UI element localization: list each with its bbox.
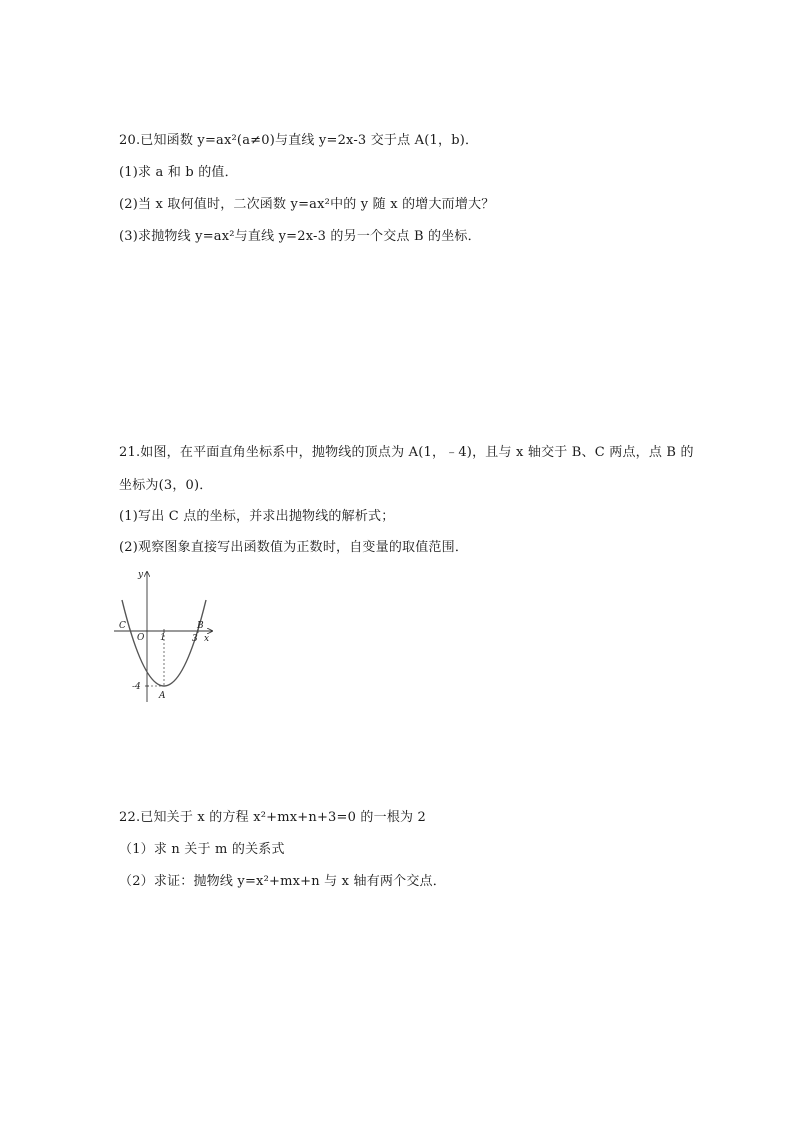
q21-part-1: (1)写出 C 点的坐标，并求出抛物线的解析式； xyxy=(119,509,395,524)
label-tick-1: 1 xyxy=(160,633,166,643)
label-y-axis: y xyxy=(138,570,144,580)
label-origin: O xyxy=(137,633,145,643)
label-tick-neg4: -4 xyxy=(132,682,141,692)
q21-stem-line-1: 21.如图，在平面直角坐标系中，抛物线的顶点为 A(1，﹣4)，且与 x 轴交于 B、C 两点，点 B 的 xyxy=(119,445,694,460)
q20-part-2: (2)当 x 取何值时，二次函数 y=ax²中的 y 随 x 的增大而增大？ xyxy=(119,197,495,212)
label-point-b: B xyxy=(197,621,204,631)
q21-stem-line-2: 坐标为(3，0)． xyxy=(119,478,213,493)
q20-part-3: (3)求抛物线 y=ax²与直线 y=2x-3 的另一个交点 B 的坐标． xyxy=(119,229,481,244)
q20-part-1: (1)求 a 和 b 的值． xyxy=(119,165,238,180)
label-point-a: A xyxy=(159,691,166,701)
q22-part-2: （2）求证：抛物线 y=x²+mx+n 与 x 轴有两个交点． xyxy=(119,874,446,889)
label-point-c: C xyxy=(119,621,126,631)
parabola-figure xyxy=(112,566,218,704)
q20-stem: 20.已知函数 y=ax²(a≠0)与直线 y=2x-3 交于点 A(1，b)． xyxy=(119,133,479,148)
label-tick-3: 3 xyxy=(192,634,198,644)
q22-stem: 22.已知关于 x 的方程 x²+mx+n+3=0 的一根为 2 xyxy=(119,810,427,825)
q21-part-2: (2)观察图象直接写出函数值为正数时，自变量的取值范围． xyxy=(119,540,469,555)
q22-part-1: （1）求 n 关于 m 的关系式 xyxy=(119,842,285,857)
label-x-axis: x xyxy=(204,634,210,644)
